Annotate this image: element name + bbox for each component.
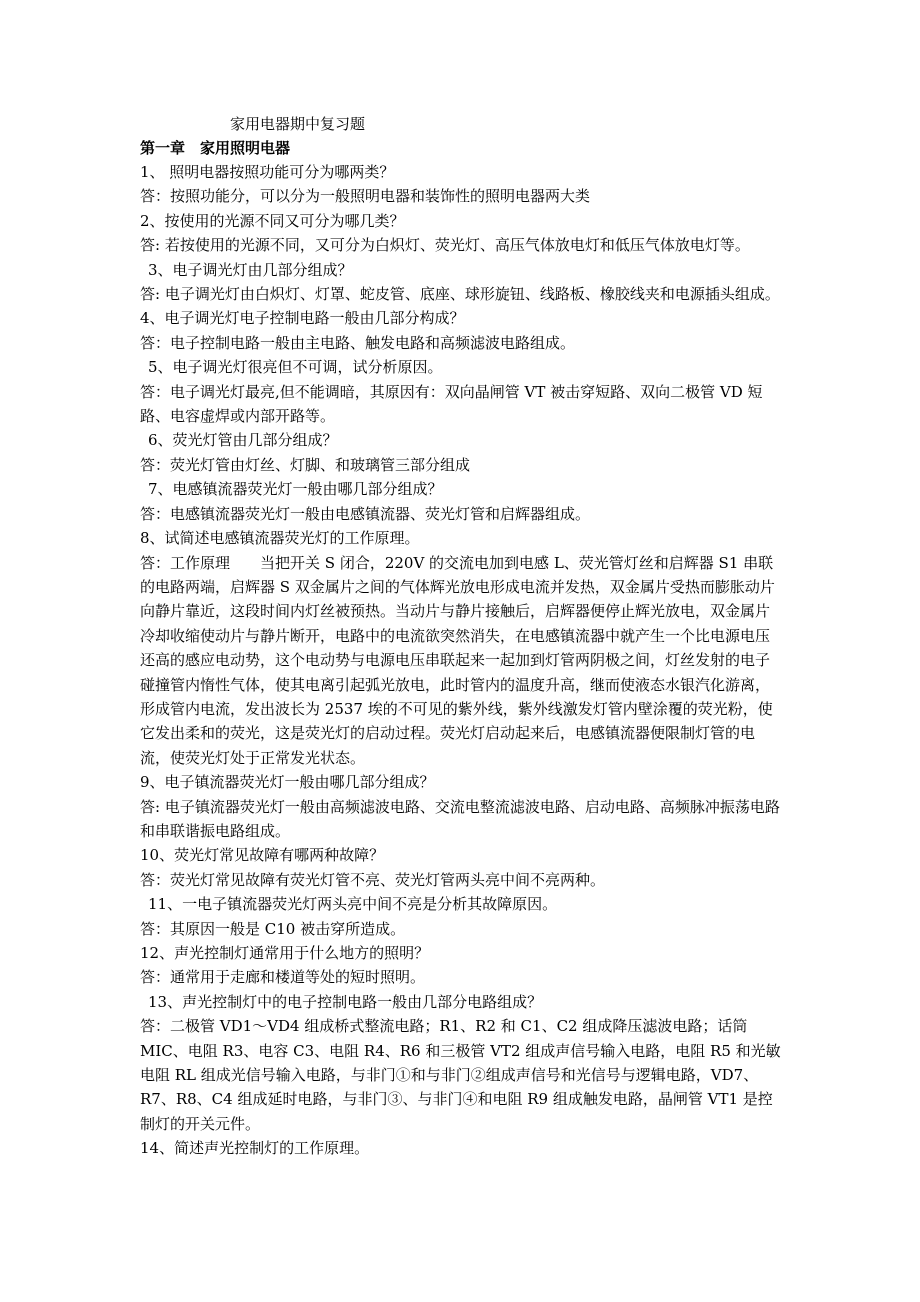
document-body bbox=[140, 160, 784, 1161]
question-text: 14、简述声光控制灯的工作原理。 bbox=[140, 1139, 370, 1158]
question-text: 5、电子调光灯很亮但不可调，试分析原因。 bbox=[148, 358, 443, 377]
question-text: 9、电子镇流器荧光灯一般由哪几部分组成？ bbox=[140, 773, 435, 792]
answer-text: 答：工作原理 当把开关 S 闭合，220V 的交流电加到电感 L、荧光管灯丝和启辉器 S1 串联的电路两端，启辉器 S 双金属片之间的气体辉光放电形成电流并发热，双金属片受热而膨胀动片向静片靠近，这段时间内灯丝被预热。当动片与静片接触后，启辉器便停止辉光放电，双金属片冷却收缩使动片与静片断开，电路中的电流欲突然消失，在电感镇流器中就产生一个比电源电压还高的感应电动势，这个电动势与电源电压串联起来一起加到灯管两阴极之间，灯丝发射的电子碰撞管内惰性气体，使其电离引起弧光放电，此时管内的温度升高，继而使液态水银汽化游离，形成管内电流，发出波长为 2537 埃的不可见的紫外线，紫外线激发灯管内壁涂覆的荧光粉，使它发出柔和的荧光，这是荧光灯的启动过程。荧光灯启动起来后，电感镇流器便限制灯管的电流，使荧光灯处于正常发光状态。 bbox=[140, 553, 775, 767]
answer-text: 答：按照功能分，可以分为一般照明电器和装饰性的照明电器两大类 bbox=[140, 187, 591, 206]
chapter-heading: 第一章 家用照明电器 bbox=[140, 139, 291, 157]
question-text: 1、 照明电器按照功能可分为哪两类？ bbox=[140, 163, 395, 181]
answer-text: 答：电感镇流器荧光灯一般由电感镇流器、荧光灯管和启辉器组成。 bbox=[140, 504, 591, 523]
answer-text: 答: 电子调光灯由白炽灯、灯罩、蛇皮管、底座、球形旋钮、线路板、橡胶线夹和电源插头组成。 bbox=[140, 285, 780, 304]
answer-text: 答: 电子镇流器荧光灯一般由高频滤波电路、交流电整流滤波电路、启动电路、高频脉冲振荡电路和串联谐振电路组成。 bbox=[140, 797, 780, 840]
answer-text: 答：电子调光灯最亮,但不能调暗，其原因有：双向晶闸管 VT 被击穿短路、双向二极管 VD 短路、电容虚焊或内部开路等。 bbox=[140, 382, 763, 426]
answer-text: 答：二极管 VD1～VD4 组成桥式整流电路；R1、R2 和 C1、C2 组成降压滤波电路；话筒 MIC、电阻 R3、电容 C3、电阻 R4、R6 和三极管 VT2 组成声信号输入电路，电阻 R5 和光敏电阻 RL 组成光信号输入电路，与非门①和与非门②组成声信号和光信号与逻辑电路，VD7、R7、R8、C4 组成延时电路，与非门③、与非门④和电阻 R9 组成触发电路，晶闸管 VT1 是控制灯的开关元件。 bbox=[140, 1017, 781, 1133]
answer-text: 答：通常用于走廊和楼道等处的短时照明。 bbox=[140, 968, 426, 987]
question-text: 2、按使用的光源不同又可分为哪几类？ bbox=[140, 211, 405, 230]
answer-text: 答: 若按使用的光源不同，又可分为白炽灯、荧光灯、高压气体放电灯和低压气体放电灯等。 bbox=[140, 236, 750, 255]
answer-text: 答：荧光灯常见故障有荧光灯管不亮、荧光灯管两头亮中间不亮两种。 bbox=[140, 870, 606, 889]
question-text: 13、声光控制灯中的电子控制电路一般由几部分电路组成？ bbox=[148, 992, 543, 1011]
question-text: 4、电子调光灯电子控制电路一般由几部分构成？ bbox=[140, 309, 465, 328]
answer-text: 答：荧光灯管由灯丝、灯脚、和玻璃管三部分组成 bbox=[140, 455, 471, 474]
question-text: 3、电子调光灯由几部分组成？ bbox=[148, 260, 353, 279]
answer-text: 答：其原因一般是 C10 被击穿所造成。 bbox=[140, 919, 406, 938]
question-text: 10、荧光灯常见故障有哪两种故障？ bbox=[140, 846, 385, 865]
answer-text: 答：电子控制电路一般由主电路、触发电路和高频滤波电路组成。 bbox=[140, 333, 576, 352]
question-text: 8、试简述电感镇流器荧光灯的工作原理。 bbox=[140, 529, 420, 548]
question-text: 6、荧光灯管由几部分组成？ bbox=[148, 431, 338, 450]
question-text: 7、电感镇流器荧光灯一般由哪几部分组成？ bbox=[148, 480, 443, 499]
question-text: 11、一电子镇流器荧光灯两头亮中间不亮是分析其故障原因。 bbox=[148, 895, 558, 914]
question-text: 12、声光控制灯通常用于什么地方的照明？ bbox=[140, 944, 430, 962]
document-title: 家用电器期中复习题 bbox=[230, 115, 366, 133]
